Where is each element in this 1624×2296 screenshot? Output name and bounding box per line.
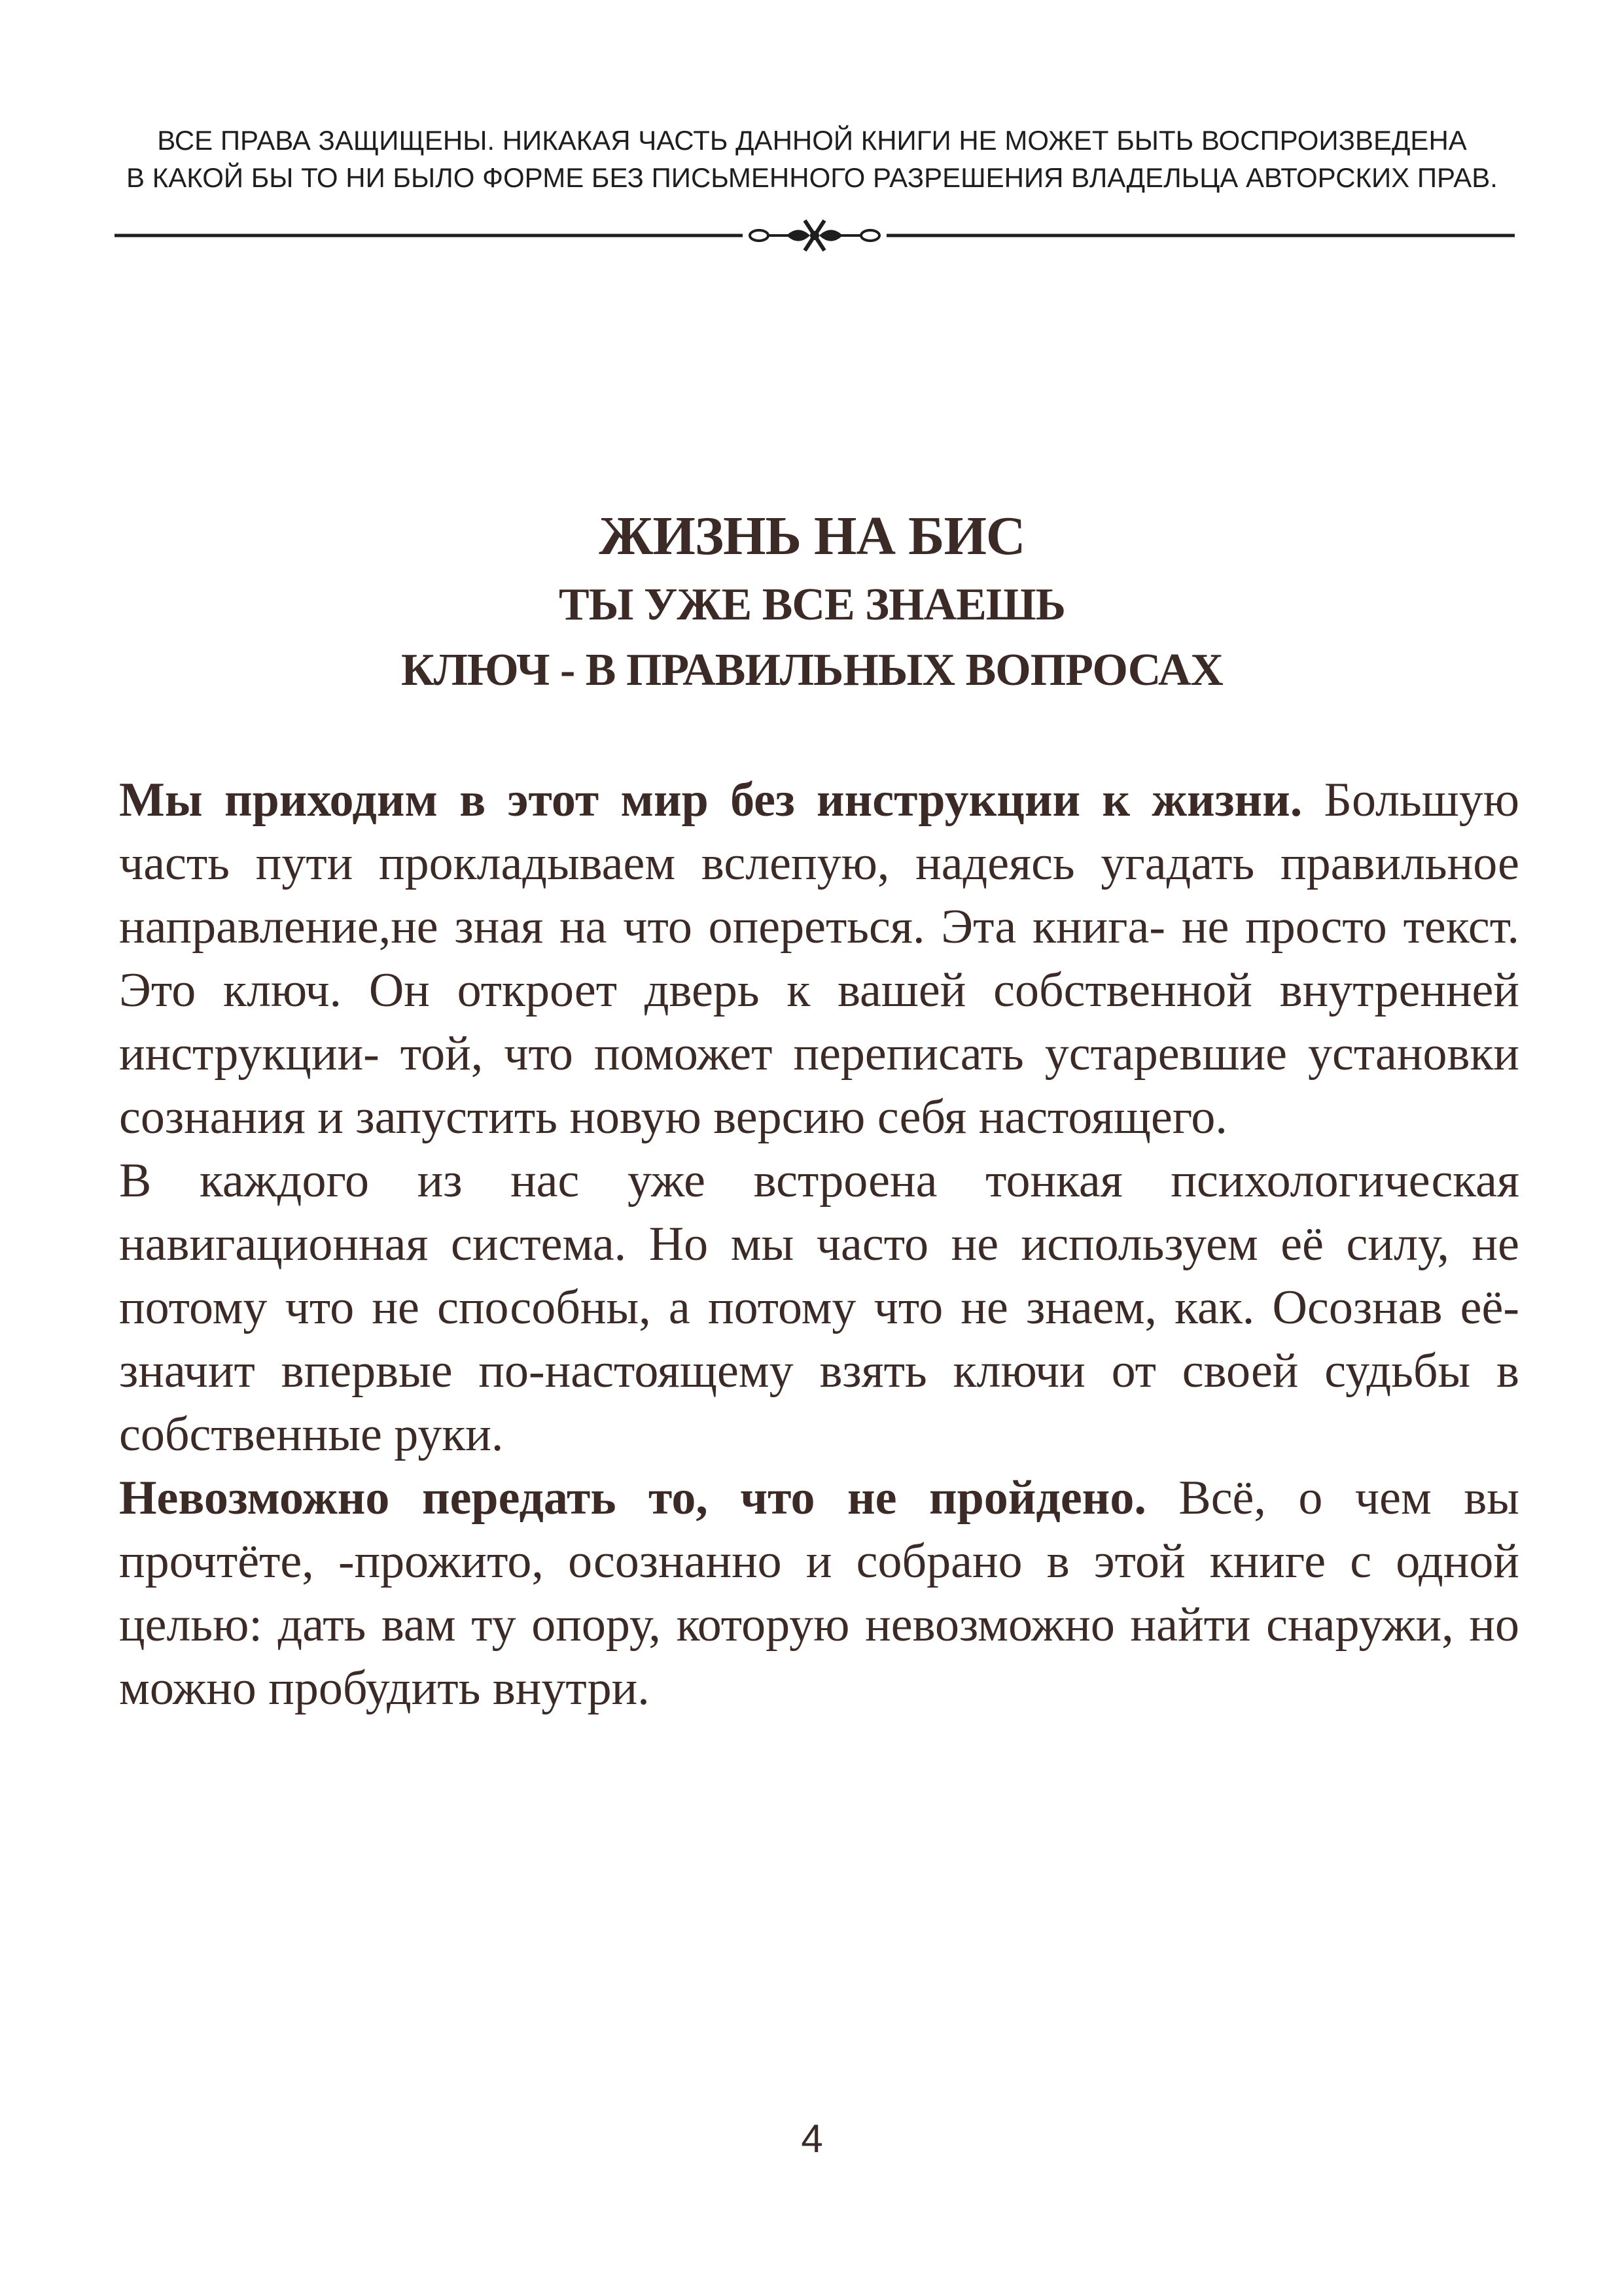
paragraph-2-text: В каждого из нас уже встроена тонкая психологическая навигационная система. Но мы часто не используем её силу, не потому что не способны, а потому что не знаем, как. Осознав её- значит впервые по-настоящему взять ключи от своей судьбы в собственные руки. <box>119 1154 1519 1461</box>
paragraph-3-text: Всё, о чем вы прочтёте, -прожито, осознанно и собрано в этой книге с одной целью: дать вам ту опору, которую невозможно найти снаружи, но можно пробудить внутри. <box>119 1471 1519 1715</box>
subtitle-2: КЛЮЧ - В ПРАВИЛЬНЫХ ВОПРОСАХ <box>401 645 1223 695</box>
flourish-ornament-icon <box>750 220 879 251</box>
paragraph-3-lead: Невозможно передать то, что не пройдено. <box>119 1471 1146 1525</box>
ornamental-divider <box>115 219 1515 252</box>
title-block <box>0 500 1624 703</box>
copyright-line-1: ВСЕ ПРАВА ЗАЩИЩЕНЫ. НИКАКАЯ ЧАСТЬ ДАННОЙ КНИГИ НЕ МОЖЕТ БЫТЬ ВОСПРОИЗВЕДЕНА <box>157 125 1467 156</box>
page-number: 4 <box>801 2117 823 2161</box>
paragraph-1-text: Большую часть пути прокладываем вслепую, надеясь угадать правильное направление,не зная на что опереться. Эта книга- не просто текст. Это ключ. Он откроет дверь к вашей собственной внутренней инструкции- той, что поможет переписать устаревшие установки сознания и запустить новую версию себя настоящего. <box>119 773 1520 1144</box>
paragraph-3 <box>119 1467 1519 1720</box>
paragraph-1 <box>119 769 1519 1149</box>
paragraph-2 <box>119 1149 1519 1467</box>
copyright-line-2: В КАКОЙ БЫ ТО НИ БЫЛО ФОРМЕ БЕЗ ПИСЬМЕННОГО РАЗРЕШЕНИЯ ВЛАДЕЛЬЦА АВТОРСКИХ ПРАВ. <box>126 162 1498 193</box>
body-text <box>119 769 1519 1720</box>
book-title: ЖИЗНЬ НА БИС <box>599 506 1025 566</box>
copyright-notice <box>0 122 1624 196</box>
paragraph-1-lead: Мы приходим в этот мир без инструкции к жизни. <box>119 773 1303 827</box>
subtitle-1: ТЫ УЖЕ ВСЕ ЗНАЕШЬ <box>559 580 1065 630</box>
